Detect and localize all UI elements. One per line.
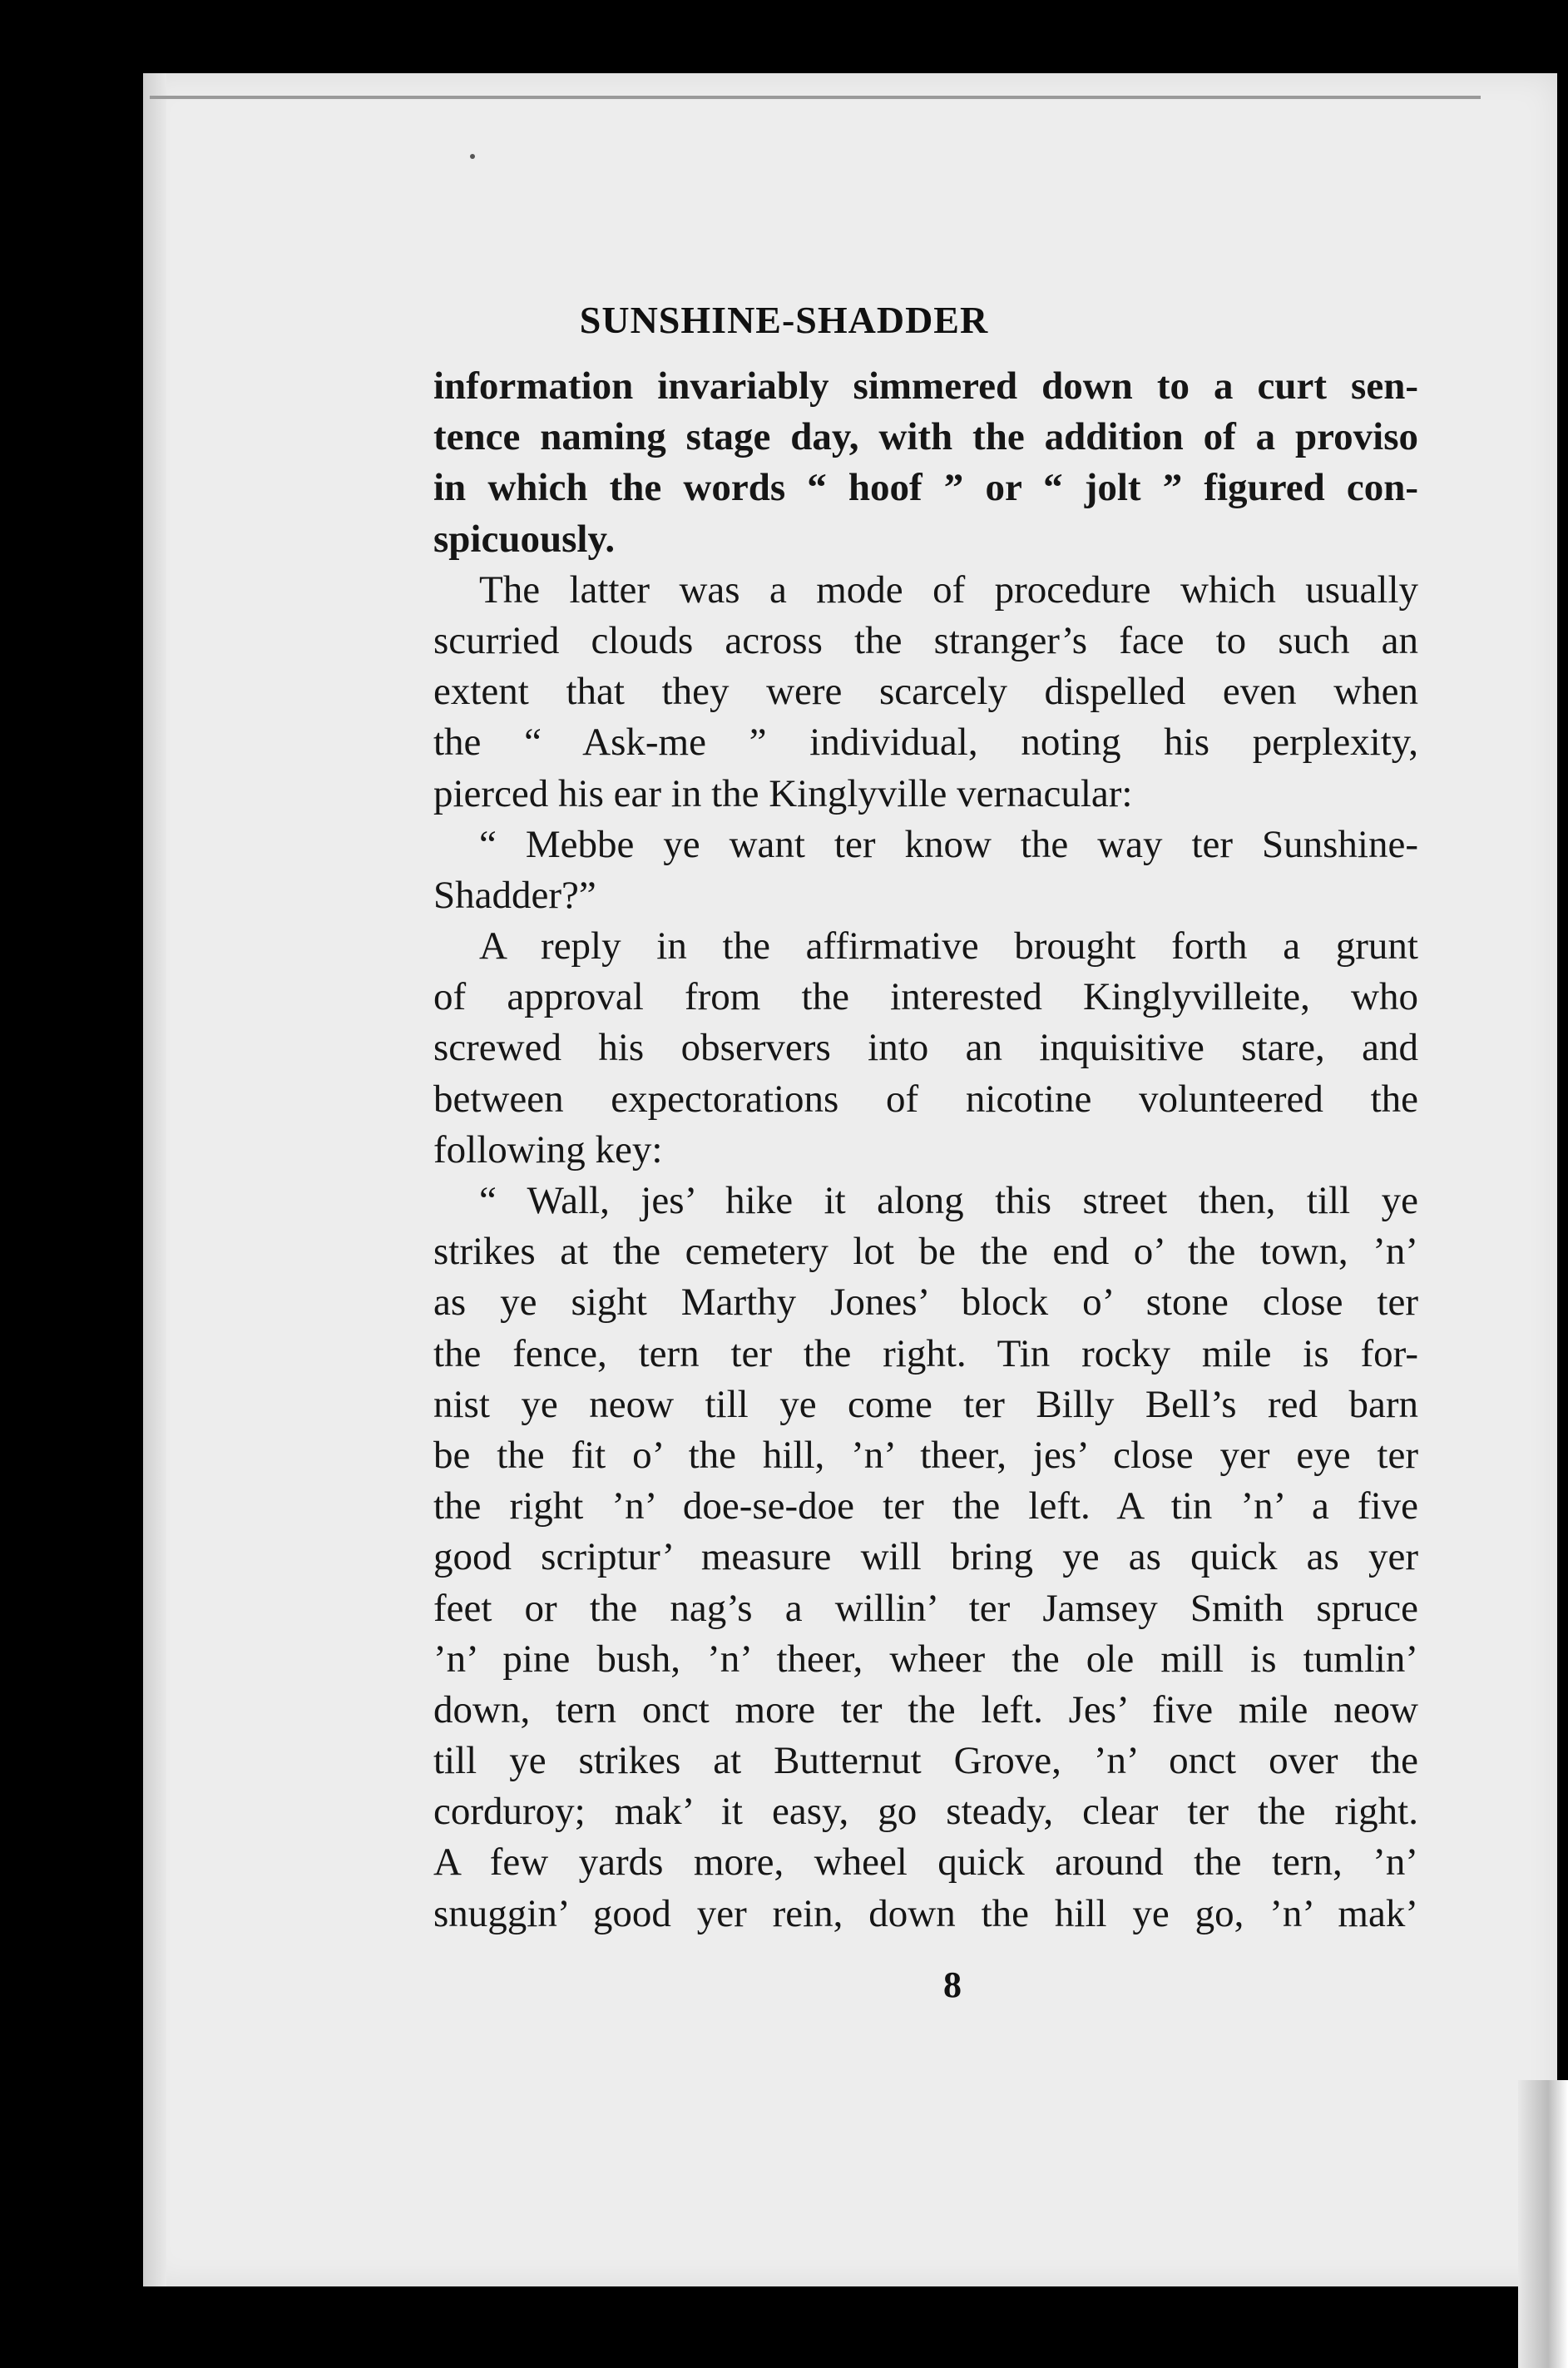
text-line: extent that they were scarcely dispelled even when [433, 670, 1418, 714]
page-edge-right [1518, 2080, 1568, 2368]
text-line: The latter was a mode of procedure which usually [479, 567, 1418, 612]
text-line: Shadder?” [433, 873, 596, 917]
text-line: down, tern onct more ter the left. Jes’ five mile neow [433, 1687, 1418, 1731]
text-line: A few yards more, wheel quick around the tern, ’n’ [433, 1840, 1418, 1885]
text-line: corduroy; mak’ it easy, go steady, clear ter the right. [433, 1790, 1418, 1834]
text-line: information invariably simmered down to a curt sen- [433, 364, 1418, 408]
text-line: snuggin’ good yer rein, down the hill ye go, ’n’ mak’ [433, 1891, 1418, 1935]
page-number: 8 [943, 1964, 962, 2005]
running-head: SUNSHINE-SHADDER [579, 299, 989, 341]
text-line: “ Mebbe ye want ter know the way ter Sunshine- [479, 822, 1418, 866]
text-line: ’n’ pine bush, ’n’ theer, wheer the ole mill is tumlin’ [433, 1637, 1418, 1681]
text-line: as ye sight Marthy Jones’ block o’ stone close ter [433, 1281, 1418, 1325]
text-line: A reply in the affirmative brought forth a grunt [479, 924, 1418, 969]
text-line: the “ Ask-me ” individual, noting his perplexity, [433, 721, 1418, 765]
text-line: following key: [433, 1127, 663, 1172]
text-line: the fence, tern ter the right. Tin rocky mile is for- [433, 1331, 1418, 1375]
text-line: spicuously. [433, 517, 616, 561]
text-line: screwed his observers into an inquisitive stare, and [433, 1026, 1418, 1070]
ink-speck [470, 154, 475, 159]
page-edge-left [143, 73, 166, 2286]
text-line: scurried clouds across the stranger’s face to such an [433, 618, 1418, 662]
text-line: of approval from the interested Kinglyvilleite, who [433, 975, 1418, 1019]
text-line: good scriptur’ measure will bring ye as quick as yer [433, 1535, 1418, 1579]
text-line: strikes at the cemetery lot be the end o’ the town, ’n’ [433, 1230, 1418, 1274]
text-line: the right ’n’ doe-se-doe ter the left. A tin ’n’ a five [433, 1484, 1418, 1528]
text-line: in which the words “ hoof ” or “ jolt ” figured con- [433, 466, 1418, 510]
page-edge-top [150, 96, 1481, 99]
text-line: nist ye neow till ye come ter Billy Bell’s red barn [433, 1382, 1418, 1426]
text-line: feet or the nag’s a willin’ ter Jamsey Smith spruce [433, 1586, 1418, 1630]
text-line: tence naming stage day, with the addition of a proviso [433, 415, 1418, 459]
text-line: pierced his ear in the Kinglyville vernacular: [433, 771, 1133, 815]
text-line: be the fit o’ the hill, ’n’ theer, jes’ close yer eye ter [433, 1433, 1418, 1477]
text-line: “ Wall, jes’ hike it along this street then, till ye [479, 1179, 1418, 1222]
text-line: between expectorations of nicotine volunteered the [433, 1077, 1418, 1121]
text-line: till ye strikes at Butternut Grove, ’n’ onct over the [433, 1739, 1418, 1783]
body-text [433, 361, 1418, 1939]
